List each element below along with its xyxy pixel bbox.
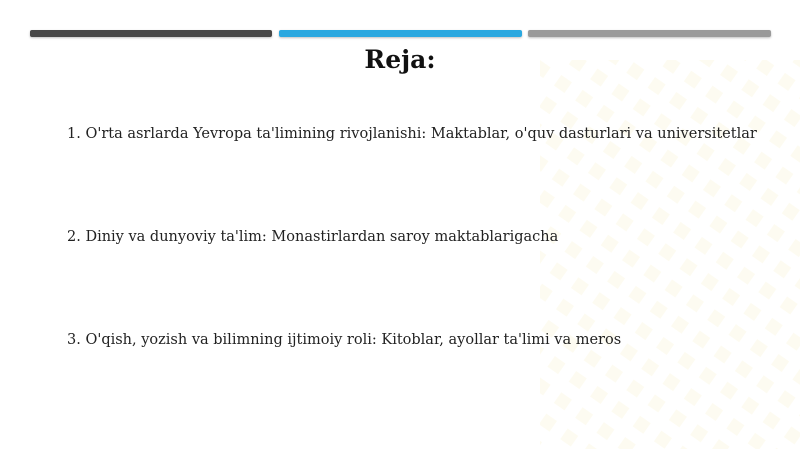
agenda-item-3: 3. O'qish, yozish va bilimning ijtimoiy roli: Kitoblar, ayollar ta'limi va meros (67, 332, 622, 348)
header-bar-middle (279, 30, 522, 37)
background-pattern (540, 60, 800, 449)
agenda-item-2: 2. Diniy va dunyoviy ta'lim: Monastirlardan saroy maktablarigacha (67, 229, 559, 245)
header-bar-right (528, 30, 771, 37)
header-bar-left (30, 30, 272, 37)
slide-title: Reja: (364, 45, 436, 74)
agenda-item-1: 1. O'rta asrlarda Yevropa ta'limining rivojlanishi: Maktablar, o'quv dasturlari va universitetlar (67, 126, 757, 142)
